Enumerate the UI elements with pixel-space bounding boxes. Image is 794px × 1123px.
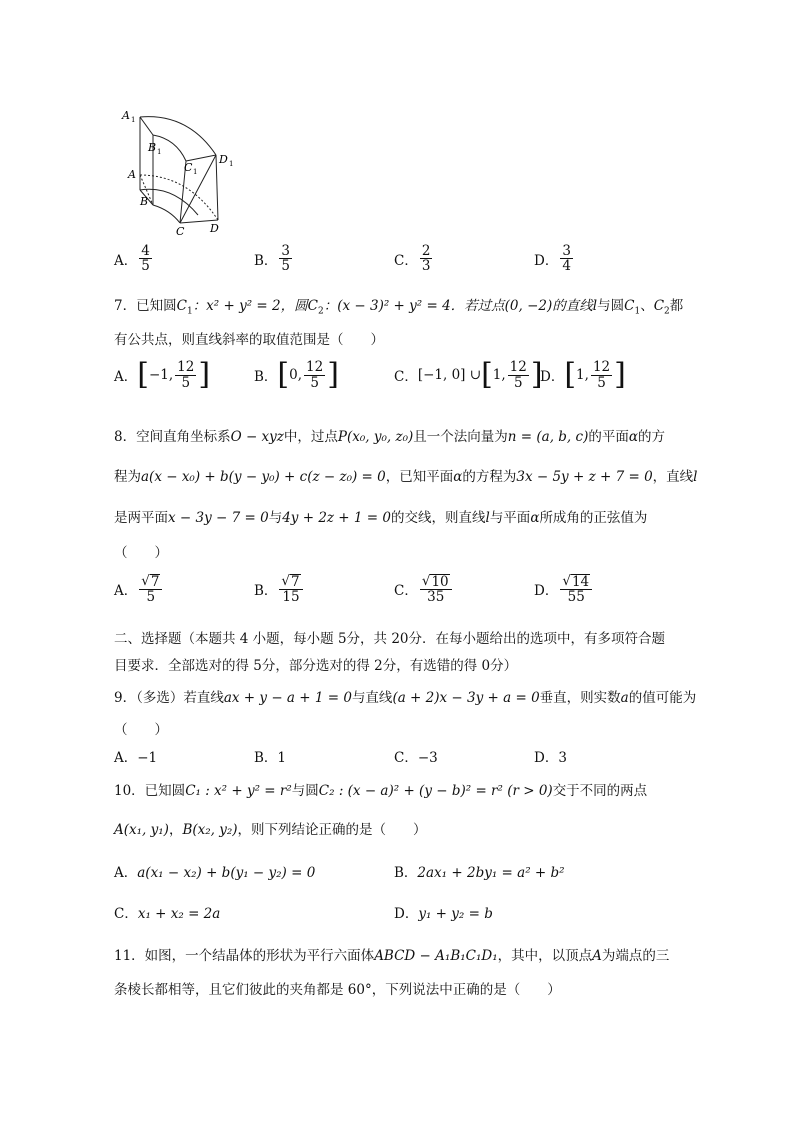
label-D: D bbox=[210, 222, 219, 235]
q6-option-c[interactable]: C． $\frac{2}{3}$ bbox=[394, 243, 431, 275]
q7-line1: 7．已知圆$C_1$：x² + y² = 2，圆$C_2$：(x − 3)² + y² = 4．若过点(0, −2)的直线l与圆$C_1$、$C_2$都 bbox=[114, 298, 684, 317]
section2-line2: 目要求．全部选对的得 5分，部分选对的得 2分，有选错的得 0分） bbox=[114, 658, 518, 674]
q7-option-a[interactable]: A． [ −1, $\frac{12}{5}$ ] bbox=[114, 357, 211, 392]
q9-option-c[interactable]: C．−3 bbox=[394, 750, 438, 766]
q7-option-c[interactable]: C． [−1, 0] ∪ [ 1, $\frac{12}{5}$ ] bbox=[394, 357, 543, 392]
q9-options bbox=[114, 746, 674, 766]
q8-line2: 程为a(x − x₀) + b(y − y₀) + c(z − z₀) = 0，已知平面α的方程为3x − 5y + z + 7 = 0，直线l bbox=[114, 469, 698, 485]
q10-option-a[interactable]: A．a(x₁ − x₂) + b(y₁ − y₂) = 0 bbox=[114, 865, 316, 881]
q7-option-d[interactable]: D． [ 1, $\frac{12}{5}$ ] bbox=[540, 357, 626, 392]
q7-option-b[interactable]: B． [ 0, $\frac{12}{5}$ ] bbox=[254, 357, 339, 392]
svg-text:1: 1 bbox=[131, 116, 136, 124]
q8-option-c[interactable]: C． √ 10 35 bbox=[394, 574, 534, 604]
q10-options-row2 bbox=[114, 902, 674, 922]
label-D1: D bbox=[219, 153, 228, 166]
q6-option-d[interactable]: D． $\frac{3}{4}$ bbox=[534, 243, 571, 275]
svg-text:1: 1 bbox=[229, 160, 234, 168]
label-A1: A bbox=[122, 109, 130, 122]
q7-options bbox=[114, 357, 660, 392]
q10-option-c[interactable]: C．x₁ + x₂ = 2a bbox=[114, 906, 221, 922]
label-B1: B bbox=[148, 141, 157, 154]
q8-options bbox=[114, 574, 674, 604]
q8-option-a[interactable]: A． √ 7 5 bbox=[114, 574, 254, 604]
q8-line3: 是两平面x − 3y − 7 = 0与4y + 2z + 1 = 0的交线，则直线l与平面α所成角的正弦值为 bbox=[114, 510, 648, 526]
label-A: A bbox=[128, 168, 136, 181]
q8-option-b[interactable]: B． √ 7 15 bbox=[254, 574, 394, 604]
q6-options bbox=[114, 244, 714, 273]
svg-text:1: 1 bbox=[193, 168, 198, 176]
svg-text:1: 1 bbox=[157, 148, 162, 156]
section2-line1: 二、选择题（本题共 4 小题，每小题 5分，共 20分．在每小题给出的选项中，有多项符合题 bbox=[114, 631, 666, 647]
q9-line1: 9．（多选）若直线ax + y − a + 1 = 0与直线(a + 2)x − 3y + a = 0垂直，则实数a的值可能为 bbox=[114, 690, 697, 706]
q8-paren: （ ） bbox=[114, 545, 168, 561]
q11-line2: 条棱长都相等，且它们彼此的夹角都是 60°，下列说法中正确的是（ ） bbox=[114, 982, 561, 998]
q7-line2: 有公共点，则直线斜率的取值范围是（ ） bbox=[114, 332, 384, 348]
label-C1: C bbox=[184, 161, 193, 174]
q9-option-d[interactable]: D．3 bbox=[534, 750, 567, 766]
q8-line1: 8．空间直角坐标系O − xyz中，过点P(x₀, y₀, z₀)且一个法向量为n = (a, b, c)的平面α的方 bbox=[114, 429, 665, 445]
q9-paren: （ ） bbox=[114, 722, 168, 738]
label-B: B bbox=[140, 195, 149, 208]
q6-option-a[interactable]: A． $\frac{4}{5}$ bbox=[114, 243, 150, 275]
q11-line1: 11．如图，一个结晶体的形状为平行六面体ABCD − A₁B₁C₁D₁，其中，以顶点A为端点的三 bbox=[114, 948, 670, 964]
q10-line1: 10．已知圆C₁ : x² + y² = r²与圆C₂ : (x − a)² + (y − b)² = r² (r > 0)交于不同的两点 bbox=[114, 783, 648, 799]
label-C: C bbox=[176, 225, 185, 235]
geometry-figure bbox=[118, 105, 248, 235]
q9-option-b[interactable]: B．1 bbox=[254, 750, 287, 766]
q10-options-row1 bbox=[114, 861, 674, 881]
q6-option-b[interactable]: B． $\frac{3}{5}$ bbox=[254, 243, 291, 275]
q10-option-b[interactable]: B．2ax₁ + 2by₁ = a² + b² bbox=[394, 865, 565, 881]
q9-option-a[interactable]: A．−1 bbox=[114, 750, 158, 766]
q8-option-d[interactable]: D． √ 14 55 bbox=[534, 574, 674, 604]
q10-option-d[interactable]: D．y₁ + y₂ = b bbox=[394, 906, 493, 922]
q10-line2: A(x₁, y₁)，B(x₂, y₂)，则下列结论正确的是（ ） bbox=[114, 822, 427, 838]
